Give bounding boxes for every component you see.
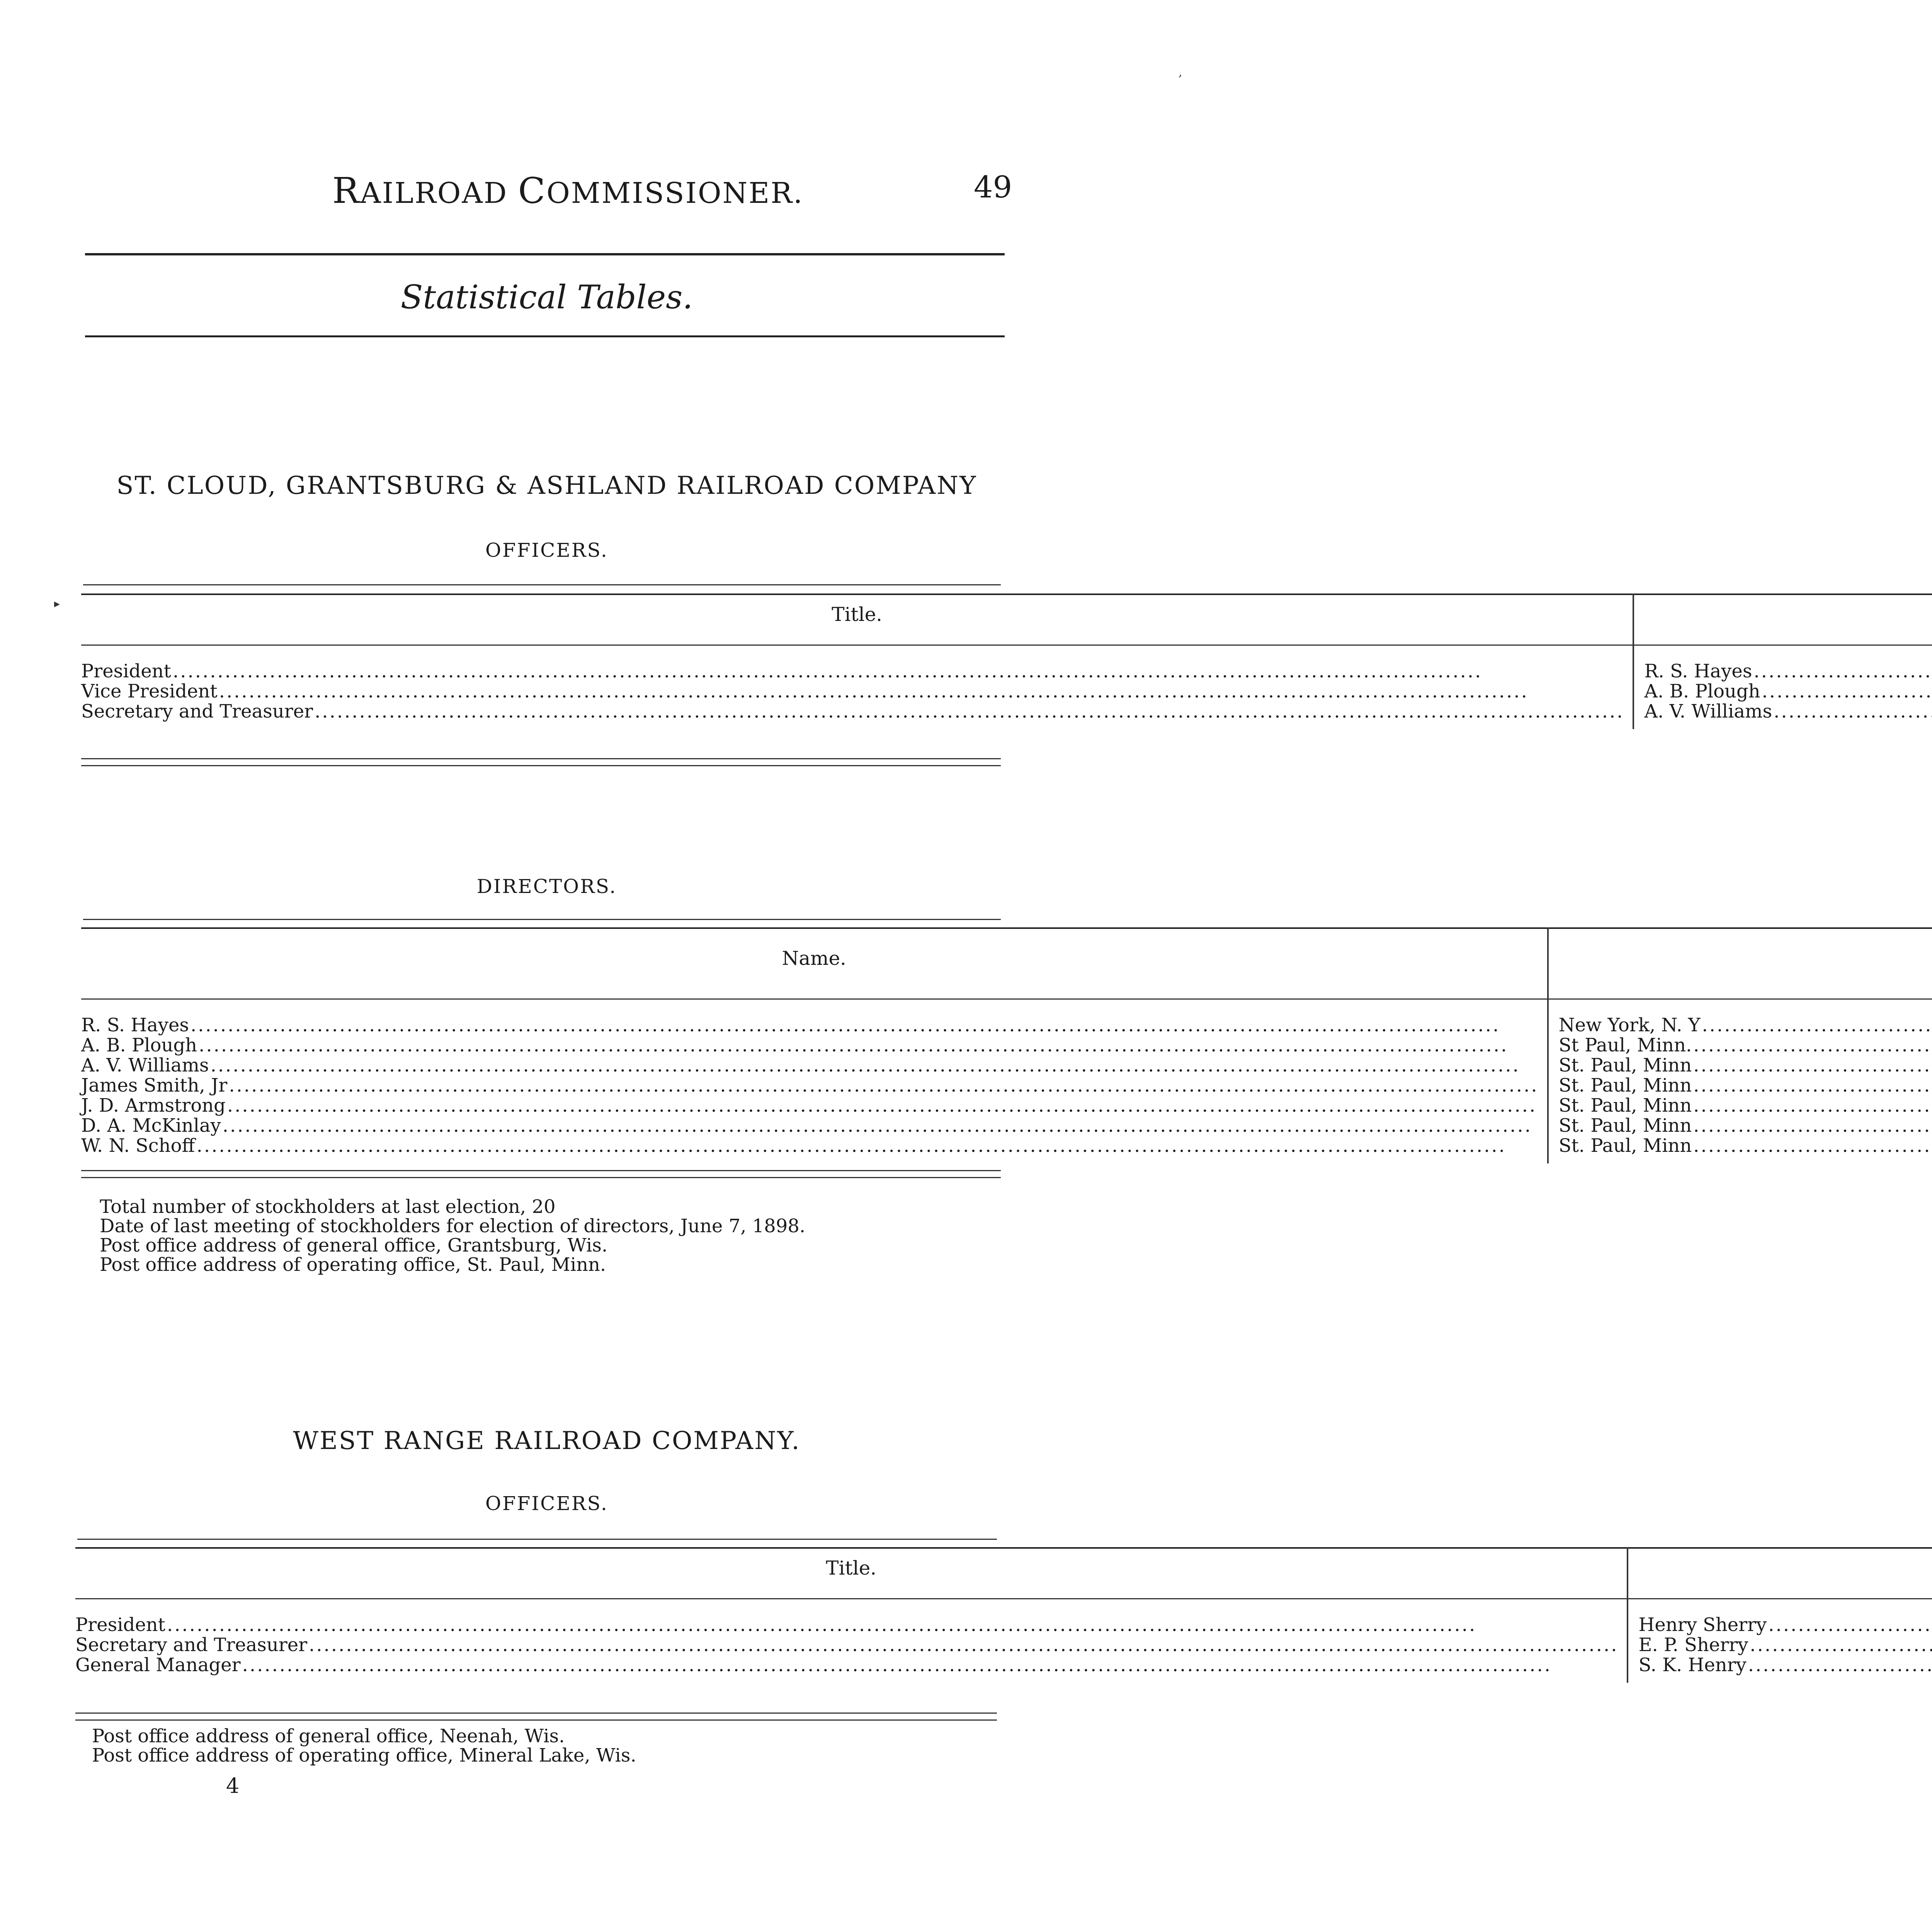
- table-row: [81, 1075, 1932, 1095]
- table-rule: [81, 1170, 1001, 1171]
- director-name: R. S. Hayes: [81, 1014, 189, 1036]
- directors-table: [81, 927, 1932, 1163]
- table-row: [75, 1599, 1932, 1635]
- table-rule: [77, 1539, 997, 1540]
- officer-title: Vice President: [81, 680, 218, 702]
- table-row: [81, 1055, 1932, 1075]
- note-line: Post office address of general office, Neenah, Wis.: [92, 1725, 565, 1747]
- scan-speck: ▸: [54, 597, 60, 611]
- director-address: St Paul, Minn.: [1558, 1034, 1692, 1056]
- signature-mark: 4: [226, 1774, 240, 1798]
- table-row: [81, 701, 1932, 729]
- officer-name: A. V. Williams: [1644, 701, 1772, 722]
- table-row: [81, 645, 1932, 682]
- running-head-cap: R: [332, 170, 361, 211]
- column-header: Title.: [81, 594, 1633, 645]
- company-title: ST. CLOUD, GRANTSBURG & ASHLAND RAILROAD COMPANY: [116, 471, 977, 500]
- director-address: St. Paul, Minn: [1558, 1135, 1692, 1156]
- director-name: D. A. McKinlay: [81, 1115, 221, 1136]
- company-notes: [100, 1197, 805, 1274]
- director-address: St. Paul, Minn: [1558, 1115, 1692, 1136]
- director-name: A. V. Williams: [81, 1054, 209, 1076]
- table-rule: [75, 1713, 997, 1714]
- table-row: [81, 1095, 1932, 1116]
- officer-title: Secretary and Treasurer: [81, 701, 313, 722]
- officers-table: [75, 1547, 1932, 1683]
- table-row: [81, 1136, 1932, 1163]
- officers-heading: OFFICERS.: [485, 539, 608, 561]
- officer-name: E. P. Sherry: [1638, 1634, 1748, 1656]
- officer-name: A. B. Plough: [1644, 680, 1760, 702]
- officer-title: President: [75, 1614, 165, 1636]
- director-name: J. D. Armstrong: [81, 1095, 226, 1116]
- page-number: 49: [974, 170, 1012, 205]
- company-notes: [92, 1726, 636, 1765]
- column-header: [1628, 1548, 1932, 1599]
- table-rule: [83, 919, 1001, 920]
- director-name: A. B. Plough: [81, 1034, 197, 1056]
- column-header: Title.: [75, 1548, 1628, 1599]
- table-row: [81, 999, 1932, 1036]
- table-row: [81, 681, 1932, 701]
- director-name: W. N. Schoff: [81, 1135, 195, 1156]
- column-header: [1633, 594, 1932, 645]
- note-line: Date of last meeting of stockholders for election of directors, June 7, 1898.: [100, 1215, 806, 1237]
- running-head-text: AILROAD: [360, 177, 518, 210]
- section-title: Statistical Tables.: [400, 278, 693, 316]
- note-line: Post office address of operating office, St. Paul, Minn.: [100, 1254, 606, 1276]
- note-line: Post office address of operating office, Mineral Lake, Wis.: [92, 1745, 636, 1766]
- table-row: [81, 1035, 1932, 1055]
- officer-title: General Manager: [75, 1654, 241, 1676]
- officer-title: Secretary and Treasurer: [75, 1634, 308, 1656]
- header-rule: [85, 335, 1005, 337]
- table-rule: [81, 1177, 1001, 1178]
- header-rule: [85, 253, 1005, 255]
- running-head: [332, 170, 804, 211]
- table-row: [81, 1116, 1932, 1136]
- director-address: St. Paul, Minn: [1558, 1095, 1692, 1116]
- director-address: New York, N. Y: [1558, 1014, 1701, 1036]
- officer-title: President: [81, 660, 171, 682]
- note-line: Post office address of general office, Grantsburg, Wis.: [100, 1235, 608, 1256]
- table-rule: [75, 1719, 997, 1721]
- table-rule: [81, 765, 1001, 766]
- officer-name: R. S. Hayes: [1644, 660, 1752, 682]
- running-head-text: OMMISSIONER.: [546, 177, 804, 210]
- director-address: St. Paul, Minn: [1558, 1054, 1692, 1076]
- director-address: St. Paul, Minn: [1558, 1075, 1692, 1096]
- column-header: [1548, 928, 1932, 999]
- director-name: James Smith, Jr: [81, 1075, 228, 1096]
- company-title: WEST RANGE RAILROAD COMPANY.: [293, 1427, 801, 1455]
- running-head-cap: C: [518, 170, 547, 211]
- table-row: [75, 1635, 1932, 1655]
- table-row: [75, 1655, 1932, 1683]
- officers-table: [81, 594, 1932, 729]
- note-line: Total number of stockholders at last election, 20: [100, 1196, 556, 1218]
- officer-name: S. K. Henry: [1638, 1654, 1747, 1676]
- table-rule: [83, 584, 1001, 585]
- column-header: Name.: [81, 928, 1548, 999]
- officer-name: Henry Sherry: [1638, 1614, 1767, 1636]
- officers-heading: OFFICERS.: [485, 1492, 608, 1515]
- directors-heading: DIRECTORS.: [476, 875, 617, 898]
- scan-speck: ,: [1179, 66, 1182, 79]
- table-rule: [81, 758, 1001, 759]
